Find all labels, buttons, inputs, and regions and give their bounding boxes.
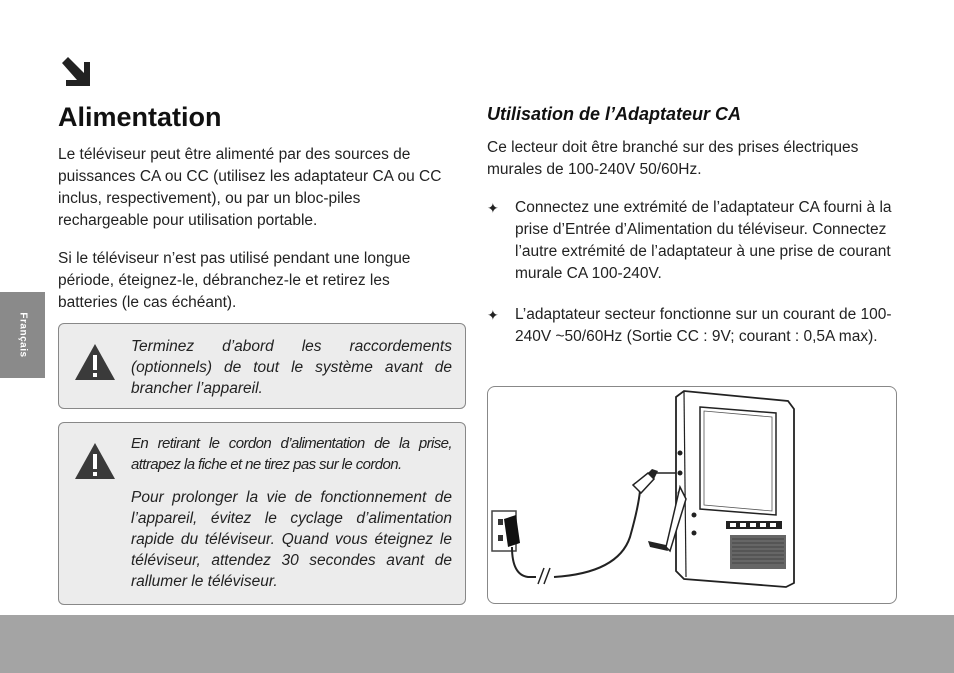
bullet-star-icon: ✦ [487,307,499,323]
page-title: Alimentation [58,102,222,132]
language-tab-label: Français [17,312,28,358]
language-tab [0,292,45,378]
tv-adapter-illustration-icon [488,387,897,604]
warning-text: En retirant le cordon d’alimentation de la prise, attrapez la fiche et ne tirez pas sur le cordon. [131,435,452,473]
footer-bar [0,615,954,673]
warning-box [58,323,466,409]
list-item-text: Connectez une extrémité de l’adaptateur CA fourni à la prise d’Entrée d’Alimentation du téléviseur. Connectez l’autre extrémité de l’adaptateur à une prise de courant murale CA 100-240V. [515,199,892,282]
intro-paragraph: Le téléviseur peut être alimenté par des sources de puissances CA ou CC (utilisez les adaptateur CA ou CC inclus, respectivement), ou par un bloc-piles rechargeable pour utilisation portable. [58,146,442,229]
adapter-intro: Ce lecteur doit être branché sur des prises électriques murales de 100-240V 50/60Hz. [487,139,859,178]
list-item-text: L’adaptateur secteur fonctionne sur un courant de 100-240V ~50/60Hz (Sortie CC : 9V; courant : 0,5A max). [515,306,892,345]
adapter-illustration [487,386,897,604]
warning-triangle-icon [73,342,117,382]
diagonal-arrow-icon [58,54,94,90]
warning-box [58,422,466,605]
warning-triangle-icon [73,441,117,481]
section-subtitle: Utilisation de l’Adaptateur CA [487,104,742,124]
warning-text: Terminez d’abord les raccordements (optionnels) de tout le système avant de brancher l’appareil. [131,338,452,397]
storage-paragraph: Si le téléviseur n’est pas utilisé pendant une longue période, éteignez-le, débranchez-le et retirez les batteries (le cas échéant). [58,250,411,311]
warning-text: Pour prolonger la vie de fonctionnement de l’appareil, évitez le cyclage d’alimentation rapide du téléviseur. Quand vous éteignez le téléviseur, attendez 30 secondes avant de rallumer le téléviseur. [131,489,452,590]
bullet-star-icon: ✦ [487,200,499,216]
